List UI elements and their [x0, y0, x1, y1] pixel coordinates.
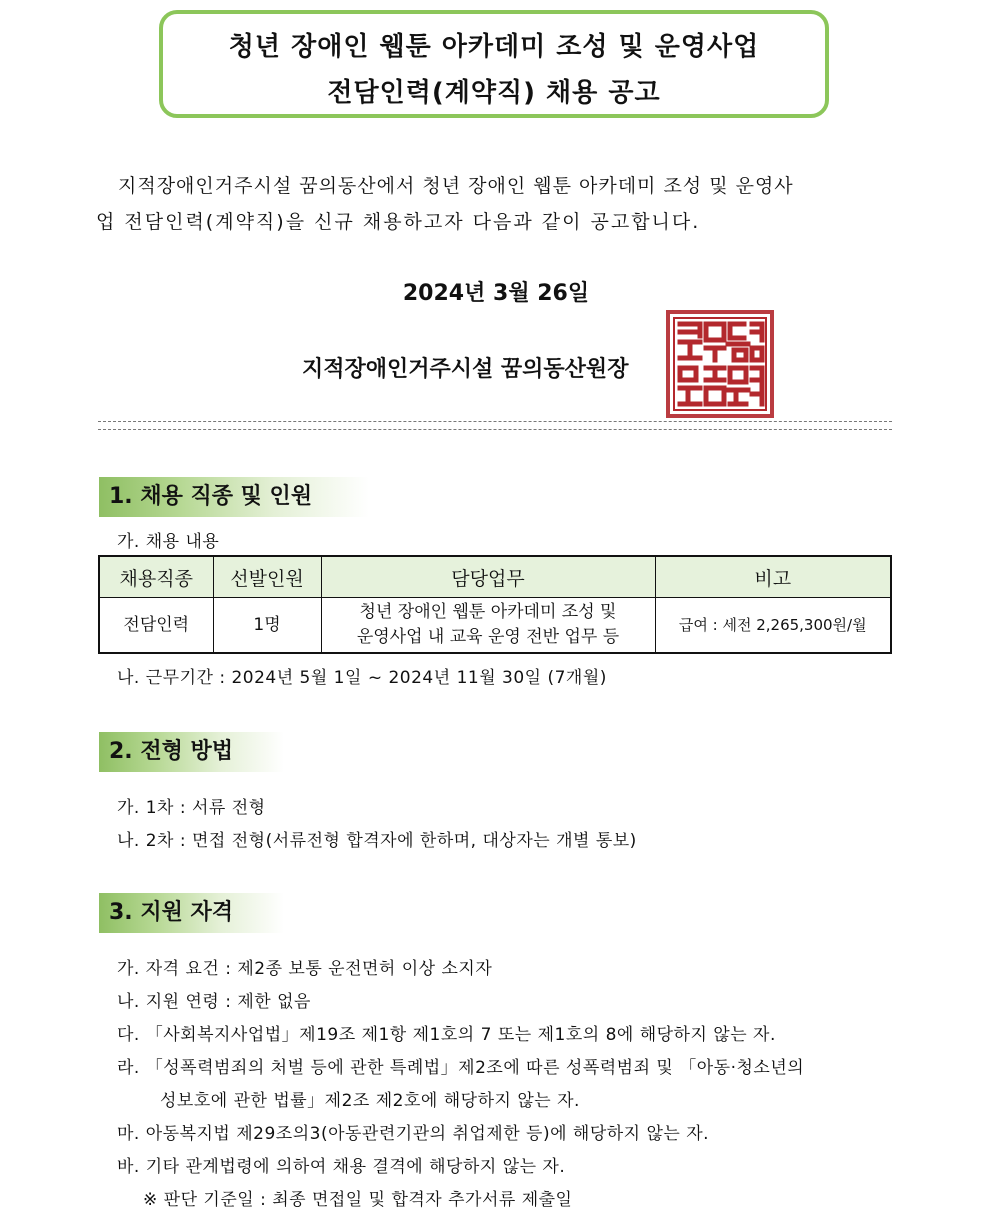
section-3-item-continued: 성보호에 관한 법률」제2조 제2호에 해당하지 않는 자. [160, 1091, 580, 1111]
recruitment-table [98, 555, 892, 654]
section-3-heading: 3. 지원 자격 [99, 893, 284, 933]
table-row [99, 598, 891, 654]
duty-line-2: 운영사업 내 교육 운영 전반 업무 등 [356, 627, 620, 647]
announcement-date: 2024년 3월 26일 [402, 281, 590, 306]
section-3-item: 마. 아동복지법 제29조의3(아동관련기관의 취업제한 등)에 해당하지 않는 자. [117, 1124, 710, 1144]
intro-paragraph [96, 168, 896, 240]
official-seal-stamp [666, 310, 774, 418]
separator-dashed-1 [98, 421, 892, 422]
title-line-2: 전담인력(계약직) 채용 공고 [327, 78, 661, 108]
section-1-sub-b: 나. 근무기간 : 2024년 5월 1일 ~ 2024년 11월 30일 (7개월) [117, 668, 607, 688]
section-1-heading: 1. 채용 직종 및 인원 [99, 477, 369, 517]
table-header: 선발인원 [213, 556, 321, 598]
section-1-sub-a: 가. 채용 내용 [117, 532, 220, 552]
duty-line-1: 청년 장애인 웹툰 아카데미 조성 및 [359, 602, 617, 622]
section-2-heading: 2. 전형 방법 [99, 732, 284, 772]
table-header: 담당업무 [321, 556, 655, 598]
section-3-item: 다. 「사회복지사업법」제19조 제1항 제1호의 7 또는 제1호의 8에 해당하지 않는 자. [117, 1025, 776, 1045]
cell-count: 1명 [213, 598, 321, 654]
intro-line-2: 업 전담인력(계약직)을 신규 채용하고자 다음과 같이 공고합니다. [96, 211, 701, 233]
section-3-item: 라. 「성폭력범죄의 처벌 등에 관한 특례법」제2조에 따른 성폭력범죄 및 「아동·청소년의 [117, 1058, 805, 1078]
table-header-row [99, 556, 891, 598]
cell-note: 급여 : 세전 2,265,300원/월 [655, 598, 891, 654]
section-3-item: 바. 기타 관계법령에 의하여 채용 결격에 해당하지 않는 자. [117, 1157, 566, 1177]
title-box [159, 10, 829, 118]
section-2-item: 가. 1차 : 서류 전형 [117, 798, 266, 818]
table-header: 채용직종 [99, 556, 213, 598]
separator-dashed-2 [98, 429, 892, 430]
intro-line-1: 지적장애인거주시설 꿈의동산에서 청년 장애인 웹툰 아카데미 조성 및 운영사 [118, 175, 794, 197]
signer-name: 지적장애인거주시설 꿈의동산원장 [302, 357, 629, 382]
section-3-item: 가. 자격 요건 : 제2종 보통 운전면허 이상 소지자 [117, 959, 493, 979]
section-2-item: 나. 2차 : 면접 전형(서류전형 합격자에 한하며, 대상자는 개별 통보) [117, 831, 637, 851]
title-line-1: 청년 장애인 웹툰 아카데미 조성 및 운영사업 [228, 32, 760, 62]
table-header: 비고 [655, 556, 891, 598]
section-3-item: 나. 지원 연령 : 제한 없음 [117, 992, 311, 1012]
cell-job: 전담인력 [99, 598, 213, 654]
section-3-note: ※ 판단 기준일 : 최종 면접일 및 합격자 추가서류 제출일 [143, 1190, 573, 1210]
cell-duty [321, 598, 655, 654]
